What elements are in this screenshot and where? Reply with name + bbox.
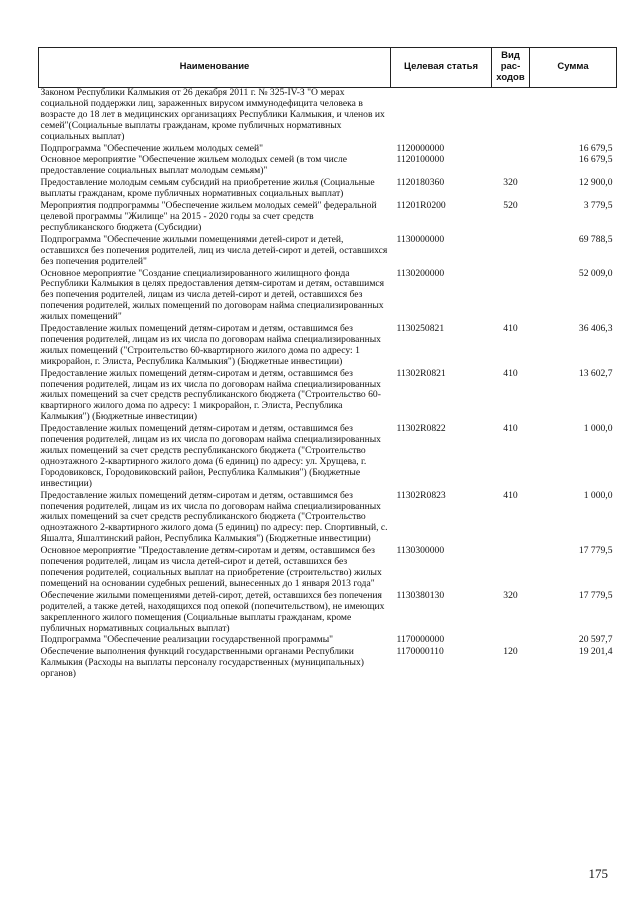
row-sum: 19 201,4	[578, 646, 613, 658]
table-row	[39, 424, 617, 490]
row-name: Предоставление жилых помещений детям-сиротам и детям, оставшимся без попечения родителей, лицам из их числа по договорам найма специализированных жилых помещений за счет средств республиканского бюджета ("Строительство одноэтажного 2-квартирного жилого дома (6 единиц) по адресу: ул. Хрущева, г. Городовиковск, Городовиковский район, Республика Калмыкия") (Бюджетные инвестиции)	[40, 423, 381, 489]
table-row	[39, 235, 617, 269]
table-row	[39, 269, 617, 325]
document-page	[38, 47, 616, 681]
row-code: 11302R0822	[396, 423, 446, 435]
row-sum: 20 597,7	[578, 634, 613, 646]
table-body	[39, 88, 617, 682]
row-sum: 1 000,0	[583, 423, 613, 435]
row-code: 1170000000	[396, 634, 445, 646]
row-sum: 69 788,5	[578, 233, 613, 245]
row-kind: 410	[503, 489, 518, 501]
row-code: 1120100000	[396, 154, 445, 166]
row-kind	[492, 235, 530, 269]
table-row	[39, 178, 617, 201]
header-name: Наименование	[39, 48, 391, 88]
row-name: Обеспечение жилыми помещениями детей-сирот, детей, оставшихся без попечения родителей, а также детей, находящихся под опекой (попечительством), не имеющих закрепленного жилого помещения (Социальные выплаты гражданам, кроме публичных нормативных социальных выплат)	[40, 589, 385, 634]
table-row	[39, 546, 617, 591]
row-kind: 520	[503, 200, 518, 212]
budget-table	[38, 47, 617, 681]
row-name: Подпрограмма "Обеспечение жилыми помещениями детей-сирот и детей, оставшихся без попечения родителей, лиц из числа детей-сирот и детей, оставшихся без попечения родителей"	[40, 233, 388, 267]
row-code: 1130000000	[396, 233, 445, 245]
row-code: 11302R0821	[396, 367, 446, 379]
table-row	[39, 155, 617, 178]
row-kind: 410	[503, 367, 518, 379]
row-kind	[492, 144, 530, 156]
row-kind	[492, 269, 530, 325]
row-name: Законом Республики Калмыкия от 26 декабря 2011 г. № 325-IV-З "О мерах социальной поддержки лиц, зараженных вирусом иммунодефицита человека в возрасте до 18 лет в медицинских организациях Республики Калмыкия, и членов их семей"(Социальные выплаты гражданам, кроме публичных нормативных социальных выплат)	[40, 87, 385, 142]
row-sum: 17 779,5	[578, 589, 613, 601]
page-number: 175	[588, 866, 608, 881]
row-kind: 320	[503, 177, 518, 189]
row-name: Обеспечение выполнения функций государственными органами Республики Калмыкия (Расходы на выплаты персоналу государственных (муниципальных) органов)	[40, 646, 364, 680]
row-code: 1120180360	[396, 177, 445, 189]
row-sum: 16 679,5	[578, 154, 613, 166]
row-code: 1120000000	[396, 142, 445, 154]
row-kind: 120	[503, 646, 518, 658]
row-kind	[492, 88, 530, 144]
row-sum: 3 779,5	[583, 200, 613, 212]
row-sum	[530, 88, 617, 144]
header-kind: Вид рас-ходов	[492, 48, 530, 88]
table-row	[39, 324, 617, 369]
table-row	[39, 88, 617, 144]
row-code	[391, 88, 492, 144]
row-name: Предоставление жилых помещений детям-сиротам и детям, оставшимся без попечения родителей, лицам из их числа по договорам найма специализированных жилых помещений за счет средств республиканского бюджета ("Строительство одноэтажного 2-квартирного жилого дома (5 единиц) по адресу: пер. Спортивный, с. Яшалта, Яшалтинский район, Республика Калмыкия") (Бюджетные инвестиции)	[40, 489, 388, 545]
row-sum: 52 009,0	[578, 267, 613, 279]
row-code: 1130250821	[396, 323, 445, 335]
row-name: Подпрограмма "Обеспечение реализации государственной программы"	[40, 634, 334, 646]
row-sum: 13 602,7	[578, 367, 613, 379]
row-sum: 16 679,5	[578, 142, 613, 154]
row-name: Предоставление молодым семьям субсидий на приобретение жилья (Социальные выплаты гражданам, кроме публичных нормативных социальных выплат)	[40, 177, 375, 200]
row-code: 1170000110	[396, 646, 444, 658]
row-kind: 320	[503, 589, 518, 601]
row-sum: 1 000,0	[583, 489, 613, 501]
row-name: Мероприятия подпрограммы "Обеспечение жильем молодых семей" федеральной целевой программы "Жилище" на 2015 - 2020 годы за счет средств республиканского бюджета (Субсидии)	[40, 200, 377, 233]
table-row	[39, 591, 617, 636]
row-name: Основное мероприятие "Предоставление детям-сиротам и детям, оставшимся без попечения родителей, лицам из числа детей-сирот и детей, оставшихся без попечения родителей, социальных выплат на приобретение (строительство) жилых помещений на основании судебных решений, вынесенных до 1 января 2013 года"	[40, 545, 382, 589]
row-code: 11302R0823	[396, 489, 446, 501]
table-header	[39, 48, 617, 88]
row-sum: 17 779,5	[578, 545, 613, 557]
row-code: 11201R0200	[396, 200, 446, 212]
row-sum: 12 900,0	[578, 177, 613, 189]
table-row	[39, 369, 617, 425]
row-name: Основное мероприятие "Создание специализированного жилищного фонда Республики Калмыкия в целях предоставления детям-сиротам и детям, оставшимся без попечения родителей, лицам из числа детей-сирот и детей, оставшихся без попечения родителей, жилых помещений по договорам найма специализированных жилых помещений"	[40, 267, 385, 323]
table-row	[39, 647, 617, 681]
row-kind	[492, 155, 530, 178]
row-sum: 36 406,3	[578, 323, 613, 335]
row-name: Основное мероприятие "Обеспечение жильем молодых семей (в том числе предоставление социальных выплат молодым семьям)"	[40, 154, 348, 177]
row-name: Предоставление жилых помещений детям-сиротам и детям, оставшимся без попечения родителей, лицам из их числа по договорам найма специализированных жилых помещений ("Строительство 60-квартирного жилого дома по адресу: 1 микрорайон, г. Элиста, Республика Калмыкия") (Бюджетные инвестиции)	[40, 323, 381, 367]
header-code: Целевая статья	[391, 48, 492, 88]
row-code: 1130300000	[396, 545, 445, 557]
table-row	[39, 201, 617, 235]
row-kind	[492, 546, 530, 591]
row-code: 1130200000	[396, 267, 445, 279]
table-row	[39, 491, 617, 547]
row-name: Подпрограмма "Обеспечение жильем молодых семей"	[40, 142, 264, 154]
row-name: Предоставление жилых помещений детям-сиротам и детям, оставшимся без попечения родителей, лицам из их числа по договорам найма специализированных жилых помещений за счет средств республиканского бюджета ("Строительство 60-квартирного жилого дома по адресу: 1 микрорайон, г. Элиста, Республика Калмыкия") (Бюджетные инвестиции)	[40, 367, 381, 423]
row-code: 1130380130	[396, 589, 445, 601]
row-kind: 410	[503, 323, 518, 335]
header-sum: Сумма	[530, 48, 617, 88]
row-kind: 410	[503, 423, 518, 435]
